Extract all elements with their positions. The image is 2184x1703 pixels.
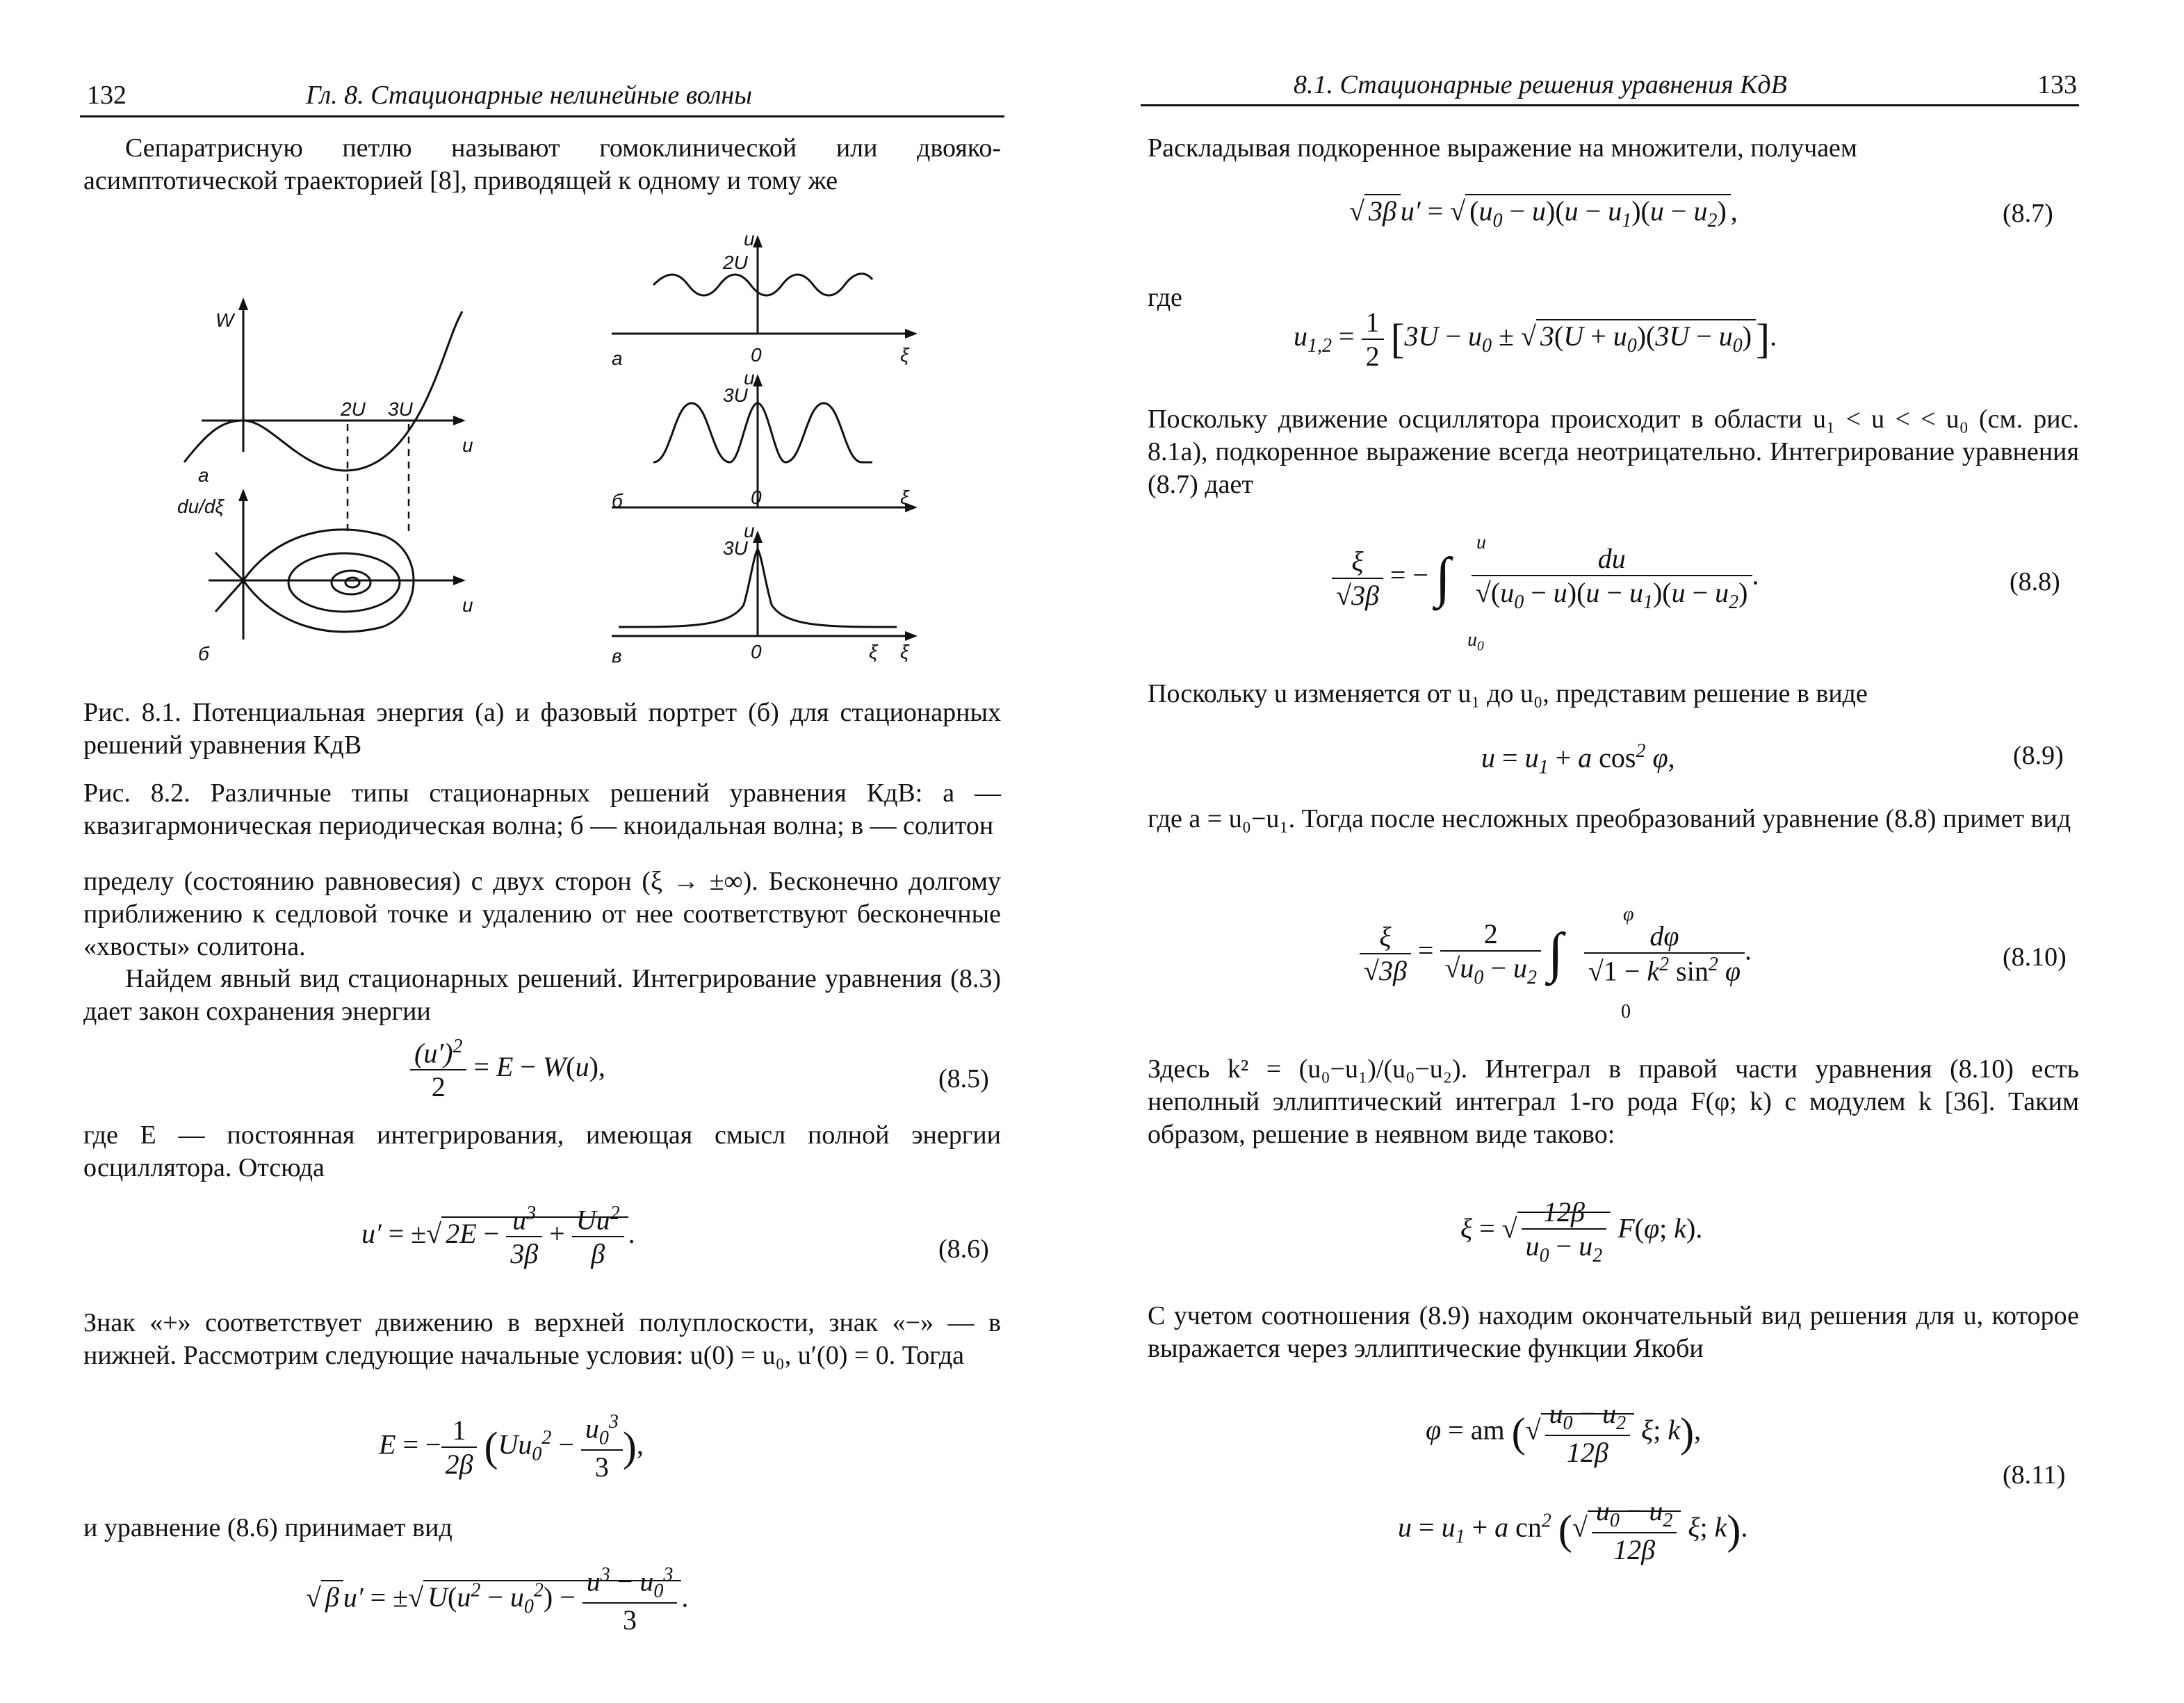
- fig2-axis-u-c: u: [744, 520, 755, 541]
- paragraph: Знак «+» соответствует движению в верхней полуплоскости, знак «−» — в нижней. Рассмотрим следующие начальные условия: u(0) = u₀, u′(0) = 0. Тогда: [83, 1308, 1001, 1370]
- equation-roots: $u_{1,2}$ = $\frac{1}{2}$ [$3U - u_0$ ± √ $3(U + u_0)(3U - u_0)$ ].: [1294, 307, 1777, 372]
- fig2-axis-xi-c1: ξ: [869, 641, 878, 662]
- paragraph: пределу (состоянию равновесия) с двух сторон (ξ → ±∞). Бесконечно долгому приближению к седловой точке и удалению от нее соответствуют бесконечные «хвосты» солитона.: [83, 867, 1001, 961]
- equation-8-7: √ 3β u′ = √ $(u_0 - u)(u - u_1)(u - u_2)$ ,: [1349, 195, 1738, 231]
- figure-caption-8-1: Рис. 8.1. Потенциальная энергия (а) и фазовый портрет (б) для стационарных решений уравнения КдВ: [83, 698, 1001, 760]
- fig2-axis-xi-c2: ξ: [900, 641, 909, 662]
- tick-2U: 2U: [341, 398, 366, 420]
- paragraph: Сепаратрисную петлю называют гомоклинической или двояко-асимптотической траекторией [8], приводящей к одному и тому же: [83, 133, 1001, 195]
- page-number: 132: [87, 81, 127, 110]
- equation-8-11-phi: φ = am (√ $\frac{u_0 - u_2}{12\beta}$ ξ; k),: [1426, 1398, 1702, 1468]
- paragraph: где a = u₀−u₁. Тогда после несложных преобразований уравнение (8.8) примет вид: [1148, 804, 2071, 833]
- integral-upper-limit: u: [1476, 532, 1486, 553]
- fig2-axis-u-b: u: [744, 367, 755, 389]
- panel-label-a: а: [198, 464, 209, 486]
- paragraph: Поскольку u изменяется от u₁ до u₀, представим решение в виде: [1148, 679, 1868, 708]
- paragraph: Здесь k² = (u₀−u₁)/(u₀−u₂). Интеграл в правой части уравнения (8.10) есть неполный эллиптический интеграл 1-го рода F(φ; k) с модулем k [36]. Таким образом, решение в неявном виде таково:: [1148, 1054, 2079, 1149]
- equation-8-11-u: $u = u_1 + a$ $cn^2$ (√ $\frac{u_0 - u_2}{12\beta}$ ξ; k).: [1398, 1495, 1748, 1565]
- paragraph: Раскладывая подкоренное выражение на множители, получаем: [1148, 133, 1857, 163]
- fig2-panel-b: б: [612, 490, 623, 512]
- paragraph: где E — постоянная интегрирования, имеющая смысл полной энергии осциллятора. Отсюда: [83, 1121, 1001, 1182]
- panel-label-b: б: [198, 643, 209, 665]
- figure-8-2: [605, 229, 931, 674]
- fig2-zero-a: 0: [751, 344, 762, 366]
- equation-8-8: $\frac{\xi}{√3\beta}$ = − ∫ $\frac{du}{√(u_0 - u)(u - u_1)(u - u_2)}$ .: [1332, 542, 1759, 614]
- equation-8-6: u′ = ±√ 2E − $\frac{u^3}{3\beta}$ + $\frac{Uu^2}{\beta}$ .: [361, 1203, 635, 1270]
- paragraph: и уравнение (8.6) принимает вид: [83, 1513, 453, 1542]
- axis-label-u: u: [462, 434, 473, 456]
- equation-number: (8.5): [938, 1064, 989, 1093]
- equation-8-6-transformed: √ β u′ = ±√ $U(u^2 - u_0^2)$ − $\frac{u^3 - u_0^3}{3}$ .: [306, 1564, 689, 1636]
- fig2-axis-xi-b: ξ: [900, 487, 909, 508]
- fig2-axis-xi-a: ξ: [900, 344, 909, 366]
- page-number: 133: [2037, 70, 2077, 99]
- paragraph: С учетом соотношения (8.9) находим окончательный вид решения для u, которое выражается через эллиптические функции Якоби: [1148, 1301, 2079, 1363]
- header-rule: [80, 115, 1004, 117]
- fig2-zero-c: 0: [751, 641, 762, 662]
- where-label: где: [1148, 283, 1182, 312]
- fig2-level-a: 2U: [723, 252, 748, 273]
- fig2-panel-v: в: [612, 645, 622, 667]
- axis-label-W: W: [215, 309, 234, 331]
- figure-caption-8-2: Рис. 8.2. Различные типы стационарных решений уравнения КдВ: а — квазигармоническая периодическая волна; б — кноидальная волна; в — солитон: [83, 779, 1001, 840]
- header-rule: [1141, 104, 2079, 106]
- equation-energy: E = − $\frac{1}{2\beta}$ ($Uu_0^2$ − $\frac{u_0^3}{3}$ ),: [379, 1411, 644, 1483]
- equation-number: (8.8): [2010, 567, 2060, 596]
- right-page: [1092, 0, 2184, 1703]
- fig2-axis-u-a: u: [744, 228, 755, 250]
- fig2-level-c: 3U: [723, 537, 748, 559]
- integral-lower-limit: 0: [1621, 1001, 1631, 1022]
- equation-8-10: $\frac{\xi}{√3\beta}$ = $\frac{2}{√u_0 - u_2}$ ∫ $\frac{d\varphi}{√1 - k^2 \sin^2 \varphi}$ .: [1360, 918, 1752, 989]
- fig2-zero-b: 0: [751, 487, 762, 508]
- paragraph: Найдем явный вид стационарных решений. Интегрирование уравнения (8.3) дает закон сохранения энергии: [83, 964, 1001, 1026]
- integral-upper-limit: φ: [1623, 904, 1634, 925]
- equation-8-5: $\frac{(u')^2}{2}$ = E − W(u),: [410, 1036, 605, 1103]
- equation-number: (8.11): [2003, 1460, 2066, 1490]
- fig2-panel-a: а: [612, 348, 623, 369]
- integral-lower-limit: $u_0$: [1467, 629, 1484, 654]
- running-head: Гл. 8. Стационарные нелинейные волны: [306, 81, 752, 110]
- equation-8-9: $u = u_1 + a$ $\cos^2 \varphi$,: [1481, 740, 1675, 779]
- paragraph: Поскольку движение осциллятора происходит в области u₁ < u < < u₀ (см. рис. 8.1а), подкоренное выражение всегда неотрицательно. Интегрирование уравнения (8.7) дает: [1148, 405, 2079, 499]
- figure-8-1: [160, 292, 549, 667]
- axis-label-u-phase: u: [462, 594, 473, 616]
- equation-number: (8.10): [2003, 943, 2067, 972]
- equation-number: (8.6): [938, 1235, 989, 1264]
- equation-number: (8.9): [2013, 741, 2064, 770]
- equation-number: (8.7): [2003, 199, 2053, 228]
- running-head: 8.1. Стационарные решения уравнения КдВ: [1294, 70, 1787, 99]
- equation-implicit-solution: ξ = √ $\frac{12\beta}{u_0 - u_2}$ F(φ; k).: [1460, 1196, 1703, 1266]
- axis-label-dudxi: du/dξ: [177, 496, 225, 517]
- fig2-level-b: 3U: [723, 384, 748, 406]
- tick-3U: 3U: [388, 398, 413, 420]
